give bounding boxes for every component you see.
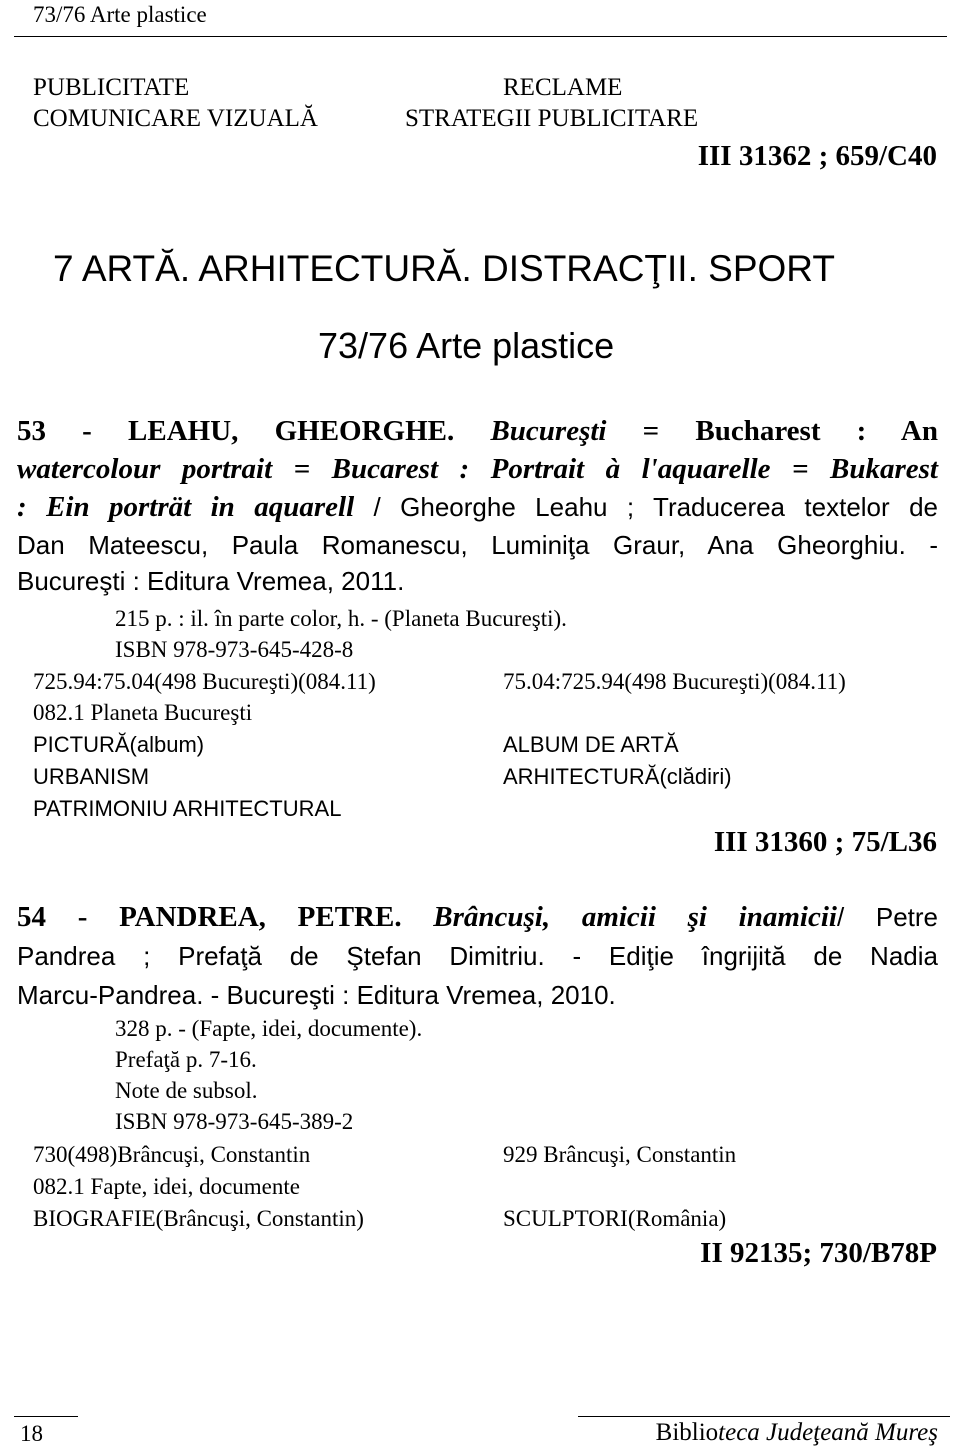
entry-53-line-5: Bucureşti : Editura Vremea, 2011. xyxy=(17,566,405,596)
entry-54-responsibility-start: / Petre xyxy=(836,902,938,932)
entry-53-title: = Bucharest : An xyxy=(606,415,938,447)
header-rule xyxy=(14,36,947,37)
running-header: 73/76 Arte plastice xyxy=(33,2,207,27)
entry-54-author: PANDREA, PETRE. xyxy=(119,901,434,933)
entry-53-title-end: : Ein porträt in aquarell xyxy=(17,491,355,523)
entry-54-call-number: II 92135; 730/B78P xyxy=(700,1237,937,1269)
prev-subject-left-2: COMUNICARE VIZUALĂ xyxy=(33,105,318,132)
page-number: 18 xyxy=(20,1421,43,1446)
entry-53-call-number: III 31360 ; 75/L36 xyxy=(713,826,937,858)
prev-subject-right-1: RECLAME xyxy=(503,74,623,101)
entry-53-isbn: ISBN 978-973-645-428-8 xyxy=(115,637,354,662)
entry-53-pages: 215 p. : il. în parte color, h. - (Planeta Bucureşti). xyxy=(115,606,567,631)
section-subheading: 73/76 Arte plastice xyxy=(318,325,615,366)
footer-library-italic: teca Judeţeană Mureş xyxy=(718,1419,938,1446)
entry-53-subject-left-3: PATRIMONIU ARHITECTURAL xyxy=(33,796,342,821)
entry-54-subject-left: BIOGRAFIE(Brâncuşi, Constantin) xyxy=(33,1206,364,1231)
entry-53-subject-left-2: URBANISM xyxy=(33,764,150,789)
entry-54-subject-right: SCULPTORI(România) xyxy=(503,1206,727,1231)
entry-54-isbn: ISBN 978-973-645-389-2 xyxy=(115,1109,354,1134)
entry-53-series: 082.1 Planeta Bucureşti xyxy=(33,700,253,725)
prev-subject-left-1: PUBLICITATE xyxy=(33,74,190,101)
entry-54-udc-right: 929 Brâncuşi, Constantin xyxy=(503,1142,737,1167)
entry-53-subject-right-2: ARHITECTURĂ(clădiri) xyxy=(503,764,732,789)
entry-53-udc-right: 75.04:725.94(498 Bucureşti)(084.11) xyxy=(503,669,846,694)
section-heading: 7 ARTĂ. ARHITECTURĂ. DISTRACŢII. SPORT xyxy=(53,248,835,289)
footer-library-plain: Biblio xyxy=(655,1419,719,1446)
entry-53-responsibility: / Gheorghe Leahu ; Traducerea textelor de xyxy=(354,492,938,522)
prev-subject-right-2: STRATEGII PUBLICITARE xyxy=(405,105,699,132)
entry-53-udc-left: 725.94:75.04(498 Bucureşti)(084.11) xyxy=(33,669,376,694)
entry-54-pages: 328 p. - (Fapte, idei, documente). xyxy=(115,1016,423,1041)
entry-54-line-3: Marcu-Pandrea. - Bucureşti : Editura Vremea, 2010. xyxy=(17,980,616,1010)
entry-54-number: 54 - xyxy=(17,901,120,933)
entry-53-author: LEAHU, GHEORGHE. xyxy=(128,415,491,447)
entry-54-title: Brâncuşi, amicii şi inamicii xyxy=(433,901,837,933)
entry-53-line-4: Dan Mateescu, Paula Romanescu, Luminiţa Graur, Ana Gheorghiu. - xyxy=(17,530,938,560)
entry-54-udc-left: 730(498)Brâncuşi, Constantin xyxy=(33,1142,311,1167)
entry-53-line-2: watercolour portrait = Bucarest : Portrait à l'aquarelle = Bukarest xyxy=(17,453,938,485)
entry-54-footnotes: Note de subsol. xyxy=(115,1078,258,1103)
entry-54-preface: Prefaţă p. 7-16. xyxy=(115,1047,257,1072)
entry-54-line-2: Pandrea ; Prefaţă de Ştefan Dimitriu. - Ediţie îngrijită de Nadia xyxy=(17,941,938,971)
entry-53-subject-left-1: PICTURĂ(album) xyxy=(33,732,205,757)
footer-library-name xyxy=(656,1419,938,1447)
entry-54-series: 082.1 Fapte, idei, documente xyxy=(33,1174,300,1199)
entry-53-line-1 xyxy=(17,415,938,448)
entry-53-line-3 xyxy=(17,491,938,524)
entry-54-line-1 xyxy=(17,901,938,934)
footer-rule-left xyxy=(14,1416,78,1417)
footer-rule-right xyxy=(578,1416,950,1417)
entry-53-number: 53 - xyxy=(17,415,129,447)
entry-53-subject-right-1: ALBUM DE ARTĂ xyxy=(503,732,679,757)
prev-call-number: III 31362 ; 659/C40 xyxy=(697,140,937,172)
entry-53-title-italic: Bucureşti xyxy=(490,415,607,447)
